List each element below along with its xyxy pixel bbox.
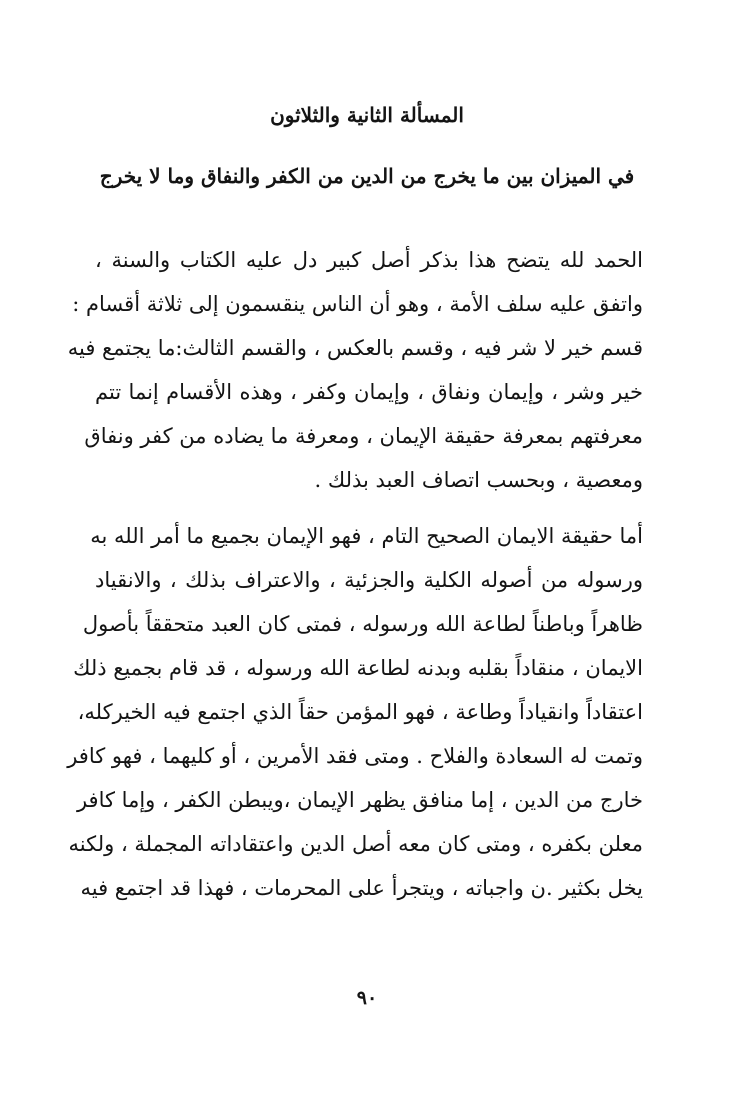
text-line: الايمان ، منقاداً بقلبه وبدنه لطاعة الله ورسوله ، قد قام بجميع ذلك	[73, 656, 643, 680]
text-line: ومعصية ، وبحسب اتصاف العبد بذلك .	[314, 468, 643, 492]
paragraph-1	[67, 238, 643, 502]
text-line: معلن بكفره ، ومتى كان معه أصل الدين واعتقاداته المجملة ، ولكنه	[68, 832, 643, 856]
text-line: وتمت له السعادة والفلاح . ومتى فقد الأمرين ، أو كليهما ، فهو كافر	[67, 744, 643, 768]
paragraph-2	[67, 514, 643, 910]
paragraph-gap	[95, 502, 643, 514]
text-line: ورسوله من أصوله الكلية والجزئية ، والاعتراف بذلك ، والانقياد	[95, 568, 643, 592]
text-line: معرفتهم بمعرفة حقيقة الإيمان ، ومعرفة ما يضاده من كفر ونفاق	[84, 424, 643, 448]
text-line: واتفق عليه سلف الأمة ، وهو أن الناس ينقسمون إلى ثلاثة أقسام :	[72, 292, 643, 316]
text-line: يخل بكثير .ن واجباته ، ويتجرأ على المحرمات ، فهذا قد اجتمع فيه	[80, 876, 643, 900]
text-line: قسم خير لا شر فيه ، وقسم بالعكس ، والقسم الثالث:ما يجتمع فيه	[67, 336, 643, 360]
text-line: خارج من الدين ، إما منافق يظهر الإيمان ،ويبطن الكفر ، وإما كافر	[76, 788, 643, 812]
page-number: ٩٠	[356, 987, 378, 1009]
text-line: الحمد لله يتضح هذا بذكر أصل كبير دل عليه الكتاب والسنة ،	[95, 248, 643, 272]
text-line: اعتقاداً وانقياداً وطاعة ، فهو المؤمن حقاً الذي اجتمع فيه الخيركله،	[77, 700, 643, 724]
text-line: خير وشر ، وإيمان ونفاق ، وإيمان وكفر ، وهذه الأقسام إنما تتم	[95, 380, 643, 404]
text-line: أما حقيقة الايمان الصحيح التام ، فهو الإيمان بجميع ما أمر الله به	[90, 524, 643, 548]
chapter-subtitle: في الميزان بين ما يخرج من الدين من الكفر والنفاق وما لا يخرج	[99, 164, 635, 188]
body-text	[67, 238, 643, 910]
chapter-title: المسألة الثانية والثلاثون	[270, 103, 464, 127]
text-line: ظاهراً وباطناً لطاعة الله ورسوله ، فمتى كان العبد متحققاً بأصول	[82, 612, 643, 636]
